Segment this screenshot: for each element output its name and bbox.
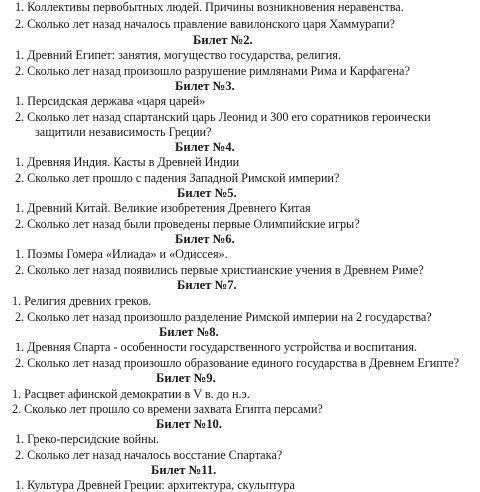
ticket-heading: Билет №10.	[156, 417, 222, 431]
ticket-heading: Билет №9.	[156, 371, 216, 385]
question-line: 2. Сколько лет прошло с падения Западной Римской империи?	[15, 171, 340, 185]
question-line: 1. Древняя Индия. Касты в Древней Индии	[15, 155, 240, 169]
question-line: 1. Древний Египет: занятия, могущество государства, религия.	[15, 48, 341, 62]
question-line: 2. Сколько лет назад началось восстание Спартака?	[15, 448, 283, 462]
ticket-heading: Билет №3.	[175, 79, 235, 93]
question-line: 1. Древний Китай. Великие изобретения Древнего Китая	[15, 201, 311, 215]
question-line: 2. Сколько лет назад произошло образование единого государства в Древнем Египте?	[15, 356, 459, 370]
question-line: защитили независимость Греции?	[35, 125, 212, 139]
question-line: 2. Сколько лет назад произошло разрушение римлянами Рима и Карфагена?	[15, 64, 410, 78]
ticket-heading: Билет №5.	[177, 186, 237, 200]
question-line: 1. Поэмы Гомера «Илиада» и «Одиссея».	[15, 247, 228, 261]
ticket-heading: Билет №11.	[151, 463, 217, 477]
question-line: 1. Греко-персидские войны.	[15, 432, 159, 446]
question-line: 1. Древняя Спарта - особенности государственного устройства и воспитания.	[15, 340, 417, 354]
ticket-heading: Билет №2.	[193, 33, 253, 47]
ticket-heading: Билет №8.	[159, 325, 219, 339]
question-line: 2. Сколько лет прошло со времени захвата Египта персами?	[12, 402, 323, 416]
ticket-heading: Билет №4.	[175, 140, 235, 154]
question-line: 2. Сколько лет назад началось правление вавилонского царя Хаммурапи?	[15, 17, 395, 31]
question-line: 1. Персидская держава «царя царей»	[15, 94, 206, 108]
question-line: 1. Коллективы первобытных людей. Причины возникновения неравенства.	[15, 0, 404, 14]
question-line: 1. Расцвет афинской демократии в V в. до н.э.	[12, 387, 250, 401]
question-line: 2. Сколько лет назад произошло разделение Римской империи на 2 государства?	[15, 310, 432, 324]
question-line: 2. Сколько лет назад были проведены первые Олимпийские игры?	[15, 217, 360, 231]
question-line: 1. Религия древних греков.	[12, 294, 152, 308]
question-line: 2. Сколько лет назад появились первые христианские учения в Древнем Риме?	[15, 263, 424, 277]
question-line: 2. Сколько лет назад спартанский царь Леонид и 300 его соратников героически	[15, 110, 431, 124]
question-line: 1. Культура Древней Греции: архитектура, скульптура	[15, 478, 295, 492]
ticket-heading: Билет №7.	[177, 278, 237, 292]
ticket-heading: Билет №6.	[175, 232, 235, 246]
